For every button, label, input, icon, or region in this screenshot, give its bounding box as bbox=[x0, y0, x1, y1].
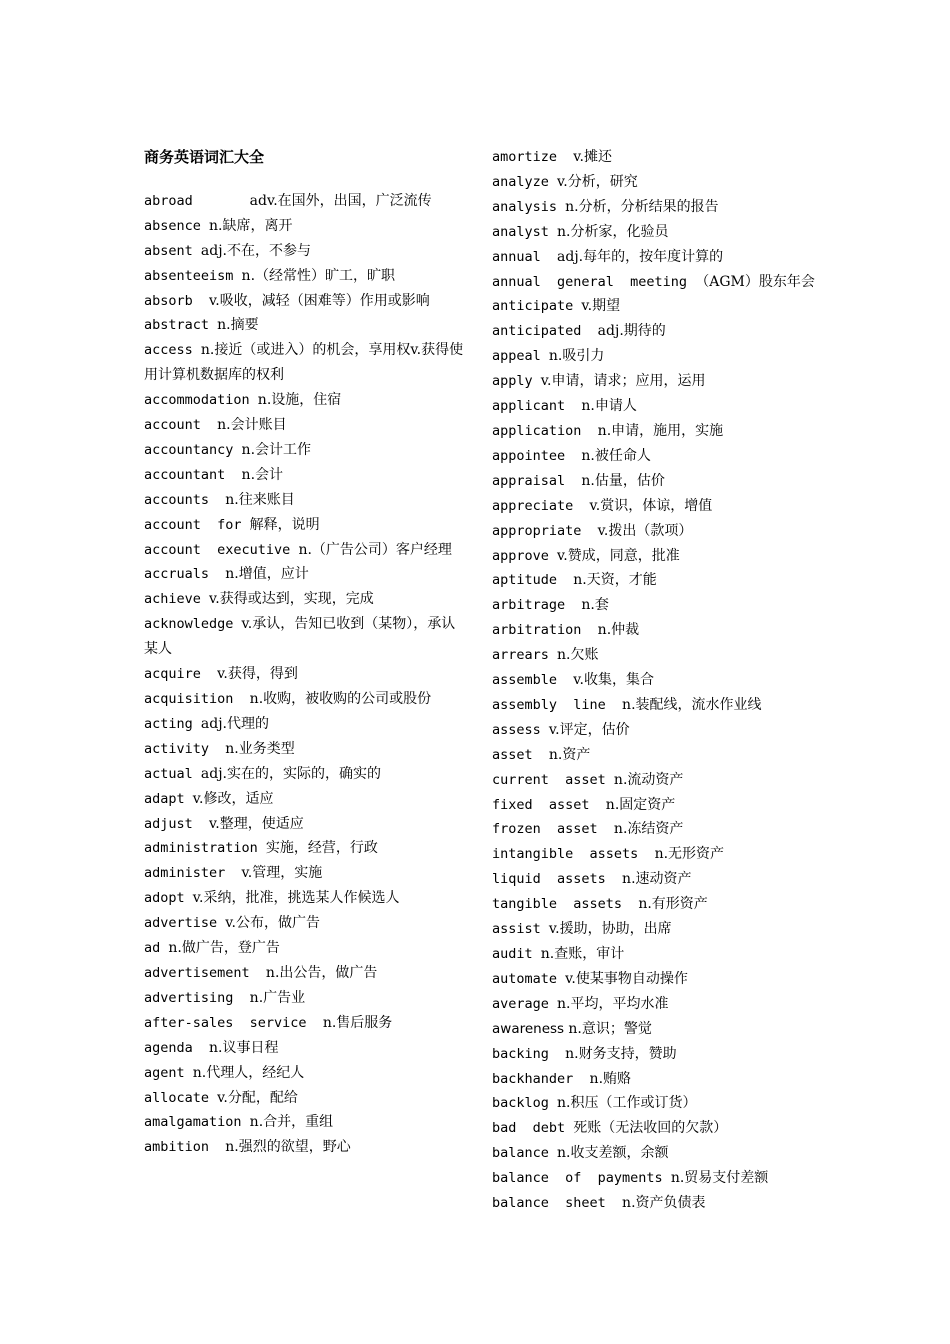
vocab-entry bbox=[144, 413, 464, 438]
vocab-term: ambition bbox=[144, 1139, 226, 1156]
vocab-term: intangible assets bbox=[492, 846, 655, 863]
vocab-entry bbox=[144, 886, 464, 911]
vocab-definition: n.出公告，做广告 bbox=[265, 964, 378, 981]
vocab-definition: n.仲裁 bbox=[597, 622, 640, 639]
vocab-term: assemble bbox=[492, 672, 574, 689]
left-vocab-list bbox=[144, 189, 464, 1160]
vocab-term: annual bbox=[492, 248, 558, 265]
vocab-definition: n.议事日程 bbox=[209, 1039, 279, 1056]
vocab-term: appeal bbox=[492, 348, 549, 365]
vocab-term: asset bbox=[492, 746, 549, 763]
vocab-entry bbox=[144, 513, 464, 538]
vocab-definition: v.赏识，体谅，增值 bbox=[589, 497, 713, 514]
vocab-definition: n.意识；警觉 bbox=[568, 1020, 652, 1037]
vocab-entry bbox=[492, 344, 822, 369]
vocab-definition: n.套 bbox=[581, 597, 609, 614]
vocab-definition: n.分析家，化验员 bbox=[557, 223, 669, 240]
vocab-definition: v.分配，配给 bbox=[217, 1089, 298, 1106]
vocab-term: bad debt bbox=[492, 1120, 574, 1137]
right-vocab-list bbox=[492, 145, 822, 1216]
vocab-definition: n.贿赂 bbox=[589, 1070, 632, 1087]
vocab-entry bbox=[492, 992, 822, 1017]
vocab-definition: v.申请，请求；应用，运用 bbox=[540, 373, 706, 390]
vocab-term: appointee bbox=[492, 447, 582, 464]
vocab-definition: n.代理人，经纪人 bbox=[192, 1064, 305, 1081]
vocab-definition: n.收支差额，余额 bbox=[557, 1145, 669, 1162]
vocab-definition: n.售后服务 bbox=[322, 1014, 393, 1031]
vocab-entry bbox=[492, 917, 822, 942]
vocab-term: apply bbox=[492, 373, 541, 390]
vocab-entry bbox=[144, 1011, 464, 1036]
vocab-term: anticipate bbox=[492, 298, 582, 315]
vocab-entry bbox=[144, 1110, 464, 1135]
vocab-entry bbox=[144, 961, 464, 986]
vocab-entry bbox=[492, 568, 822, 593]
vocab-term: assembly line bbox=[492, 696, 623, 713]
vocab-term: average bbox=[492, 995, 558, 1012]
vocab-definition: v.获得或达到，实现，完成 bbox=[209, 591, 374, 608]
vocab-term: tangible assets bbox=[492, 896, 639, 913]
vocab-term: absorb bbox=[144, 292, 210, 309]
vocab-entry bbox=[144, 911, 464, 936]
vocab-entry bbox=[492, 618, 822, 643]
vocab-entry bbox=[144, 239, 464, 264]
vocab-entry bbox=[144, 587, 464, 612]
vocab-term: adjust bbox=[144, 815, 210, 832]
vocab-entry bbox=[492, 1042, 822, 1067]
vocab-term: allocate bbox=[144, 1089, 218, 1106]
vocab-term: administer bbox=[144, 865, 242, 882]
vocab-entry bbox=[492, 145, 822, 170]
vocab-term: arrears bbox=[492, 647, 558, 664]
vocab-entry bbox=[492, 942, 822, 967]
vocab-term: account executive bbox=[144, 541, 299, 558]
vocab-definition: v.使某事物自动操作 bbox=[565, 970, 688, 987]
vocab-term: access bbox=[144, 342, 201, 359]
vocab-definition: n.被任命人 bbox=[581, 447, 651, 464]
vocab-term: adopt bbox=[144, 890, 193, 907]
vocab-definition: n.（广告公司）客户经理 bbox=[298, 541, 452, 558]
vocab-term: audit bbox=[492, 946, 541, 962]
vocab-definition: n.设施，住宿 bbox=[257, 392, 342, 409]
vocab-definition: adj.每年的，按年度计算的 bbox=[557, 248, 724, 265]
vocab-term: automate bbox=[492, 970, 566, 987]
vocab-definition: v.修改，适应 bbox=[192, 790, 274, 807]
vocab-term: accountancy bbox=[144, 441, 242, 458]
vocab-term: accounts bbox=[144, 491, 226, 508]
vocab-entry bbox=[492, 793, 822, 818]
vocab-entry bbox=[492, 892, 822, 917]
vocab-entry bbox=[144, 836, 464, 861]
vocab-entry bbox=[144, 737, 464, 762]
vocab-definition: n.吸引力 bbox=[548, 348, 605, 365]
vocab-definition: 死账（无法收回的欠款） bbox=[573, 1120, 728, 1137]
vocab-entry bbox=[144, 687, 464, 712]
vocab-definition: n.贸易支付差额 bbox=[670, 1170, 769, 1187]
vocab-term: backhander bbox=[492, 1070, 590, 1087]
vocab-definition: n.增值，应计 bbox=[225, 566, 309, 583]
vocab-term: assist bbox=[492, 921, 549, 938]
vocab-term: agenda bbox=[144, 1039, 210, 1056]
vocab-term: amalgamation bbox=[144, 1114, 250, 1131]
vocab-term: analyst bbox=[492, 223, 558, 240]
vocab-entry bbox=[144, 861, 464, 886]
vocab-definition: n.合并，重组 bbox=[249, 1114, 334, 1131]
vocab-term: absenteeism bbox=[144, 267, 242, 284]
vocab-term: analysis bbox=[492, 198, 566, 215]
vocab-entry bbox=[144, 1086, 464, 1111]
left-column bbox=[144, 145, 464, 1160]
vocab-definition: v.摊还 bbox=[573, 149, 612, 165]
vocab-entry bbox=[492, 842, 822, 867]
vocab-entry bbox=[492, 1191, 822, 1216]
vocab-entry bbox=[144, 1061, 464, 1086]
vocab-term: application bbox=[492, 422, 598, 439]
vocab-entry bbox=[144, 986, 464, 1011]
vocab-term: awareness bbox=[492, 1020, 569, 1037]
vocab-definition: n.资产 bbox=[548, 746, 591, 763]
vocab-term: achieve bbox=[144, 591, 210, 608]
vocab-entry bbox=[144, 264, 464, 289]
vocab-term: current asset bbox=[492, 771, 614, 788]
vocab-entry bbox=[492, 394, 822, 419]
vocab-definition: v.收集，集合 bbox=[573, 672, 654, 689]
vocab-entry bbox=[492, 519, 822, 544]
vocab-entry bbox=[144, 538, 464, 563]
vocab-definition: v.采纳，批准，挑选某人作候选人 bbox=[192, 890, 400, 907]
vocab-term: fixed asset bbox=[492, 796, 606, 813]
vocab-term: advertisement bbox=[144, 964, 266, 981]
vocab-term: backing bbox=[492, 1045, 566, 1062]
vocab-entry bbox=[492, 270, 822, 295]
vocab-definition: n.接近（或进入）的机会，享用权v.获得使用计算机数据库的权利 bbox=[144, 342, 464, 384]
vocab-definition: adv.在国外，出国，广泛流传 bbox=[249, 192, 432, 209]
vocab-entry bbox=[144, 189, 464, 214]
vocab-definition: n.固定资产 bbox=[605, 796, 676, 813]
vocab-term: abroad bbox=[144, 192, 250, 209]
vocab-definition: n.摘要 bbox=[217, 317, 259, 334]
vocab-term: acquire bbox=[144, 666, 218, 683]
vocab-definition: v.评定，估价 bbox=[548, 721, 630, 738]
vocab-entry bbox=[144, 1135, 464, 1160]
vocab-term: abstract bbox=[144, 317, 218, 334]
vocab-definition: n.分析，分析结果的报告 bbox=[565, 198, 719, 215]
vocab-definition: n.收购，被收购的公司或股份 bbox=[249, 691, 432, 708]
vocab-definition: n.会计 bbox=[241, 466, 284, 483]
vocab-entry bbox=[492, 1141, 822, 1166]
vocab-definition: adj.实在的，实际的，确实的 bbox=[200, 765, 382, 782]
vocab-definition: n.做广告，登广告 bbox=[168, 940, 280, 957]
vocab-term: administration bbox=[144, 840, 266, 857]
vocab-definition: n.流动资产 bbox=[613, 771, 684, 788]
vocab-entry bbox=[144, 812, 464, 837]
vocab-term: annual general meeting bbox=[492, 273, 696, 290]
vocab-entry bbox=[492, 1017, 822, 1042]
vocab-entry bbox=[492, 1091, 822, 1116]
vocab-term: balance sheet bbox=[492, 1195, 623, 1212]
vocab-term: acting bbox=[144, 715, 201, 732]
vocab-entry bbox=[492, 195, 822, 220]
vocab-term: balance bbox=[492, 1145, 558, 1162]
vocab-definition: adj.期待的 bbox=[597, 323, 666, 340]
vocab-definition: n.（经常性）旷工，旷职 bbox=[241, 267, 396, 284]
vocab-definition: n.申请，施用，实施 bbox=[597, 422, 724, 439]
vocab-definition: n.申请人 bbox=[581, 398, 637, 415]
vocab-term: adapt bbox=[144, 790, 193, 807]
right-column bbox=[492, 145, 822, 1216]
vocab-definition: n.强烈的欲望，野心 bbox=[225, 1139, 351, 1156]
vocab-definition: n.会计账目 bbox=[217, 417, 287, 434]
vocab-entry bbox=[492, 294, 822, 319]
vocab-term: absence bbox=[144, 217, 210, 234]
vocab-entry bbox=[144, 762, 464, 787]
vocab-entry bbox=[144, 338, 464, 388]
vocab-definition: n.天资，才能 bbox=[573, 572, 657, 589]
vocab-term: assess bbox=[492, 721, 549, 738]
vocab-definition: n.平均，平均水准 bbox=[557, 995, 669, 1012]
vocab-term: applicant bbox=[492, 398, 582, 415]
vocab-term: aptitude bbox=[492, 572, 574, 589]
vocab-entry bbox=[144, 214, 464, 239]
vocab-entry bbox=[144, 612, 464, 662]
vocab-definition: n.会计工作 bbox=[241, 441, 312, 458]
vocab-entry bbox=[144, 289, 464, 314]
vocab-definition: n.查账，审计 bbox=[540, 946, 625, 962]
vocab-entry bbox=[492, 319, 822, 344]
vocab-definition: v.吸收，减轻（困难等）作用或影响 bbox=[209, 292, 430, 309]
vocab-definition: n.装配线，流水作业线 bbox=[622, 696, 762, 713]
vocab-entry bbox=[492, 419, 822, 444]
vocab-definition: v.公布，做广告 bbox=[225, 915, 320, 932]
vocab-definition: n.往来账目 bbox=[225, 491, 295, 508]
vocab-term: accommodation bbox=[144, 392, 258, 409]
vocab-definition: n.欠账 bbox=[557, 647, 599, 664]
vocab-term: analyze bbox=[492, 173, 558, 190]
vocab-entry bbox=[144, 1036, 464, 1061]
vocab-entry bbox=[492, 544, 822, 569]
vocab-definition: n.广告业 bbox=[249, 989, 306, 1006]
vocab-entry bbox=[492, 444, 822, 469]
vocab-definition: n.业务类型 bbox=[225, 740, 295, 757]
vocab-entry bbox=[144, 313, 464, 338]
vocab-term: absent bbox=[144, 242, 201, 259]
document-title: 商务英语词汇大全 bbox=[144, 148, 265, 166]
vocab-term: ad bbox=[144, 940, 169, 957]
vocab-entry bbox=[492, 718, 822, 743]
vocab-term: anticipated bbox=[492, 323, 598, 340]
vocab-entry bbox=[492, 245, 822, 270]
vocab-entry bbox=[492, 643, 822, 668]
vocab-definition: adj.代理的 bbox=[200, 715, 270, 732]
vocab-term: accruals bbox=[144, 566, 226, 583]
vocab-definition: v.获得，得到 bbox=[217, 666, 298, 683]
vocab-entry bbox=[492, 220, 822, 245]
vocab-entry bbox=[492, 817, 822, 842]
vocab-entry bbox=[144, 562, 464, 587]
vocab-entry bbox=[144, 438, 464, 463]
vocab-entry bbox=[492, 369, 822, 394]
vocab-term: account bbox=[144, 417, 218, 434]
vocab-term: backlog bbox=[492, 1095, 558, 1112]
vocab-term: balance of payments bbox=[492, 1170, 671, 1187]
vocab-definition: 实施，经营，行政 bbox=[265, 840, 378, 857]
vocab-entry bbox=[492, 668, 822, 693]
vocab-definition: n.速动资产 bbox=[622, 871, 692, 888]
vocab-definition: （AGM）股东年会 bbox=[695, 273, 815, 290]
vocab-definition: v.赞成，同意，批准 bbox=[557, 547, 680, 564]
vocab-entry bbox=[492, 593, 822, 618]
vocab-definition: n.财务支持，赞助 bbox=[565, 1045, 677, 1062]
vocab-term: approve bbox=[492, 547, 558, 564]
vocab-definition: n.冻结资产 bbox=[613, 821, 684, 838]
vocab-definition: n.有形资产 bbox=[638, 896, 708, 913]
vocab-definition: v.分析，研究 bbox=[557, 173, 638, 190]
vocab-entry bbox=[144, 712, 464, 737]
vocab-term: appropriate bbox=[492, 522, 598, 539]
vocab-definition: v.承认，告知已收到（某物），承认某人 bbox=[144, 616, 456, 658]
vocab-term: actual bbox=[144, 765, 201, 782]
vocab-definition: v.拨出（款项） bbox=[597, 522, 693, 539]
vocab-entry bbox=[144, 488, 464, 513]
vocab-term: advertising bbox=[144, 989, 250, 1006]
vocab-entry bbox=[492, 743, 822, 768]
vocab-definition: v.整理，使适应 bbox=[209, 815, 304, 832]
vocab-entry bbox=[492, 967, 822, 992]
vocab-definition: n.估量，估价 bbox=[581, 472, 665, 489]
vocab-entry bbox=[144, 662, 464, 687]
vocab-entry bbox=[492, 170, 822, 195]
vocab-definition: v.援助，协助，出席 bbox=[548, 921, 672, 938]
vocab-definition: 解释，说明 bbox=[249, 516, 320, 533]
vocab-term: accountant bbox=[144, 466, 242, 483]
vocab-term: after-sales service bbox=[144, 1014, 323, 1031]
vocab-term: liquid assets bbox=[492, 871, 623, 888]
vocab-entry bbox=[144, 463, 464, 488]
vocab-entry bbox=[492, 1166, 822, 1191]
vocab-term: acknowledge bbox=[144, 616, 242, 633]
vocab-entry bbox=[492, 1116, 822, 1141]
vocab-definition: v.管理，实施 bbox=[241, 865, 323, 882]
vocab-term: account for bbox=[144, 516, 250, 533]
vocab-term: agent bbox=[144, 1064, 193, 1081]
vocab-term: advertise bbox=[144, 915, 226, 932]
vocab-term: appraisal bbox=[492, 472, 582, 489]
vocab-entry bbox=[492, 867, 822, 892]
vocab-definition: n.积压（工作或订货） bbox=[557, 1095, 697, 1112]
vocab-entry bbox=[492, 693, 822, 718]
vocab-term: acquisition bbox=[144, 691, 250, 708]
vocab-definition: n.无形资产 bbox=[654, 846, 725, 863]
vocab-entry bbox=[144, 388, 464, 413]
vocab-definition: n.缺席，离开 bbox=[209, 217, 293, 234]
vocab-term: frozen asset bbox=[492, 821, 614, 838]
vocab-entry bbox=[492, 469, 822, 494]
vocab-entry bbox=[492, 1067, 822, 1092]
vocab-term: arbitration bbox=[492, 622, 598, 639]
vocab-definition: n.资产负债表 bbox=[622, 1195, 706, 1212]
vocab-entry bbox=[492, 768, 822, 793]
vocab-term: arbitrage bbox=[492, 597, 582, 614]
vocab-term: activity bbox=[144, 740, 226, 757]
vocab-definition: v.期望 bbox=[581, 298, 621, 315]
vocab-entry bbox=[144, 936, 464, 961]
vocab-term: appreciate bbox=[492, 497, 590, 514]
vocab-entry bbox=[492, 494, 822, 519]
vocab-entry bbox=[144, 787, 464, 812]
vocab-definition: adj.不在，不参与 bbox=[200, 242, 312, 259]
vocab-term: amortize bbox=[492, 149, 574, 165]
